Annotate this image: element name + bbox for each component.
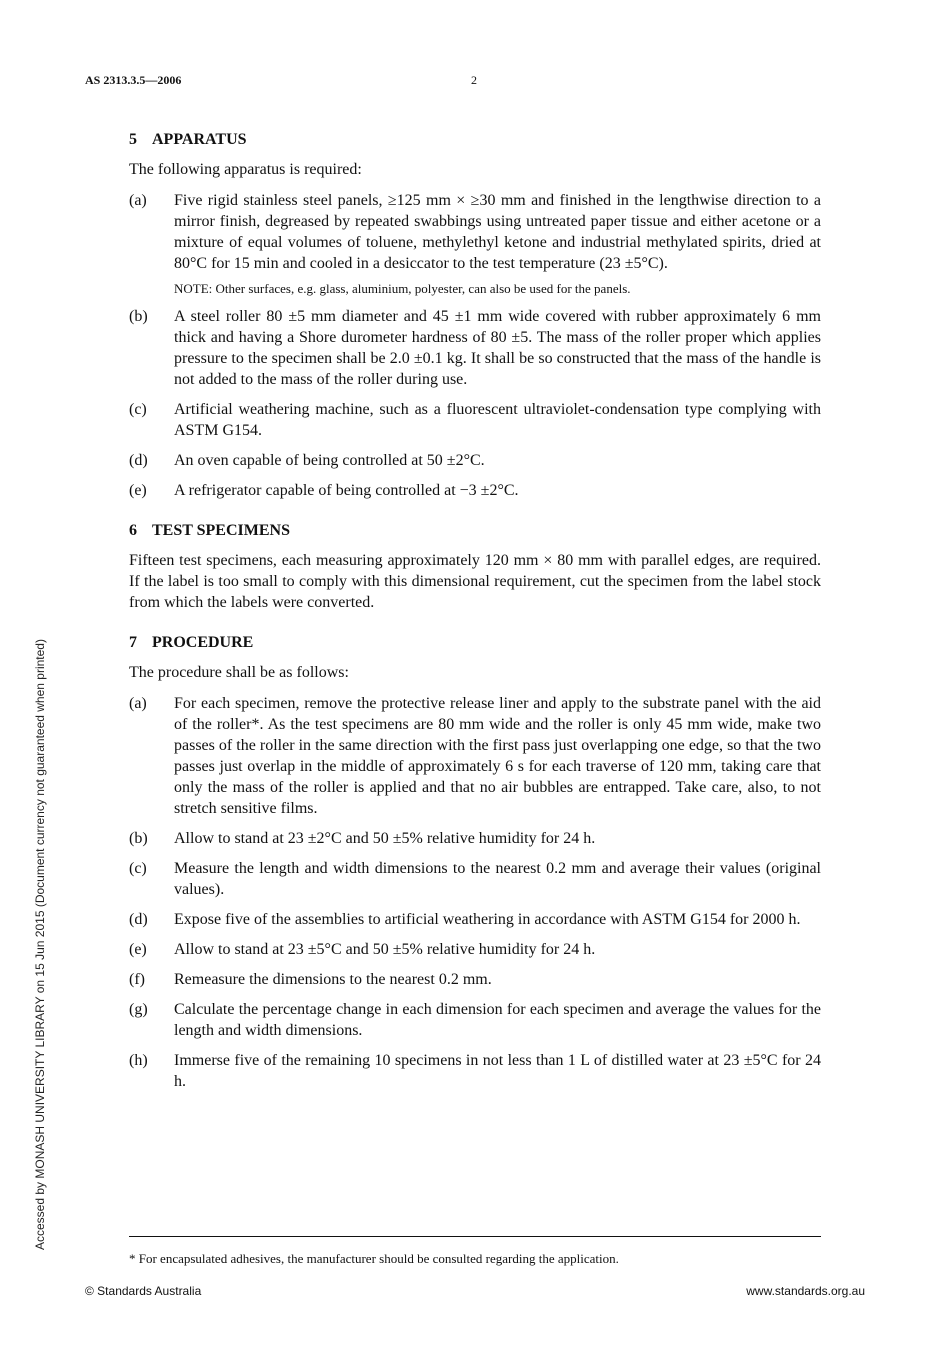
item-text: A steel roller 80 ±5 mm diameter and 45 ±1 mm wide covered with rubber approximately 6 mm thick and having a Shore durometer hardness of 80 ±5. The mass of the roller proper which applies pressure to the specimen shall be 2.0 ±0.1 kg. It shall be so constructed that the mass of the handle is not added to the mass of the roller during use.: [174, 308, 821, 388]
item-text: Measure the length and width dimensions to the nearest 0.2 mm and average their values (original values).: [174, 860, 821, 898]
section-intro: The procedure shall be as follows:: [129, 664, 349, 681]
item-label: (a): [129, 192, 147, 209]
item-label: (c): [129, 860, 147, 877]
item-text: Allow to stand at 23 ±5°C and 50 ±5% relative humidity for 24 h.: [174, 941, 596, 958]
item-text: Remeasure the dimensions to the nearest 0.2 mm.: [174, 971, 492, 988]
item-text: For each specimen, remove the protective release liner and apply to the substrate panel with the aid of the roller*. As the test specimens are 80 mm wide and the roller is only 45 mm wide, make two passes of the roller in the same direction with the first pass just overlapping one edge, so that the two passes just overlap in the middle of approximately 6 s for each traverse of 120 mm, taking care that only the mass of the roller is applied and that no air bubbles are entrapped. Take care, also, to not stretch sensitive films.: [174, 695, 821, 817]
item-text: Allow to stand at 23 ±2°C and 50 ±5% relative humidity for 24 h.: [174, 830, 596, 847]
footnote-divider: [129, 1236, 821, 1237]
standard-number: AS 2313.3.5—2006: [85, 73, 182, 87]
item-label: (h): [129, 1052, 148, 1069]
section-test-specimens: [129, 521, 821, 613]
list-item: [129, 306, 821, 390]
item-label: (d): [129, 452, 148, 469]
item-label: (a): [129, 695, 147, 712]
list-item: [129, 969, 821, 990]
item-label: (e): [129, 482, 147, 499]
footnote: * For encapsulated adhesives, the manufacturer should be consulted regarding the application.: [129, 1251, 619, 1266]
item-text: An oven capable of being controlled at 50 ±2°C.: [174, 452, 485, 469]
page-number: 2: [471, 73, 477, 87]
list-item: [129, 190, 821, 297]
list-item: [129, 399, 821, 441]
item-label: (f): [129, 971, 145, 988]
item-text: A refrigerator capable of being controlled at −3 ±2°C.: [174, 482, 519, 499]
list-item: [129, 1050, 821, 1092]
list-item: [129, 909, 821, 930]
item-label: (d): [129, 911, 148, 928]
section-apparatus: [129, 130, 821, 501]
copyright-notice: © Standards Australia: [85, 1284, 202, 1298]
item-text: Artificial weathering machine, such as a fluorescent ultraviolet-condensation type complying with ASTM G154.: [174, 401, 821, 439]
item-label: (c): [129, 401, 147, 418]
section-heading: 5 APPARATUS: [129, 131, 247, 148]
item-text: Immerse five of the remaining 10 specimens in not less than 1 L of distilled water at 23 ±5°C for 24 h.: [174, 1052, 821, 1090]
document-body: [129, 130, 821, 1112]
list-item: [129, 450, 821, 471]
list-item: [129, 828, 821, 849]
section-body: Fifteen test specimens, each measuring approximately 120 mm × 80 mm with parallel edges, are required. If the label is too small to comply with this dimensional requirement, cut the specimen from the label stock from which the labels were converted.: [129, 552, 821, 611]
item-note: NOTE: Other surfaces, e.g. glass, aluminium, polyester, can also be used for the panels.: [174, 281, 631, 296]
section-heading: 7 PROCEDURE: [129, 634, 254, 651]
item-label: (e): [129, 941, 147, 958]
section-procedure: [129, 633, 821, 1092]
item-label: (b): [129, 308, 148, 325]
item-text: Expose five of the assemblies to artificial weathering in accordance with ASTM G154 for 2000 h.: [174, 911, 801, 928]
item-label: (b): [129, 830, 148, 847]
item-text: Calculate the percentage change in each dimension for each specimen and average the values for the length and width dimensions.: [174, 1001, 821, 1039]
list-item: [129, 999, 821, 1041]
item-label: (g): [129, 1001, 148, 1018]
section-heading: 6 TEST SPECIMENS: [129, 522, 290, 539]
list-item: [129, 480, 821, 501]
website-link[interactable]: www.standards.org.au: [746, 1284, 865, 1298]
item-text: Five rigid stainless steel panels, ≥125 mm × ≥30 mm and finished in the lengthwise direction to a mirror finish, degreased by repeated swabbings using untreated paper tissue and either acetone or a mixture of equal volumes of toluene, methylethyl ketone and industrial methylated spirits, dried at 80°C for 15 min and cooled in a desiccator to the test temperature (23 ±5°C).: [174, 192, 821, 272]
access-watermark: Accessed by MONASH UNIVERSITY LIBRARY on 15 Jun 2015 (Document currency not guaranteed when printed): [33, 639, 47, 1250]
list-item: [129, 693, 821, 819]
list-item: [129, 939, 821, 960]
list-item: [129, 858, 821, 900]
section-intro: The following apparatus is required:: [129, 161, 362, 178]
